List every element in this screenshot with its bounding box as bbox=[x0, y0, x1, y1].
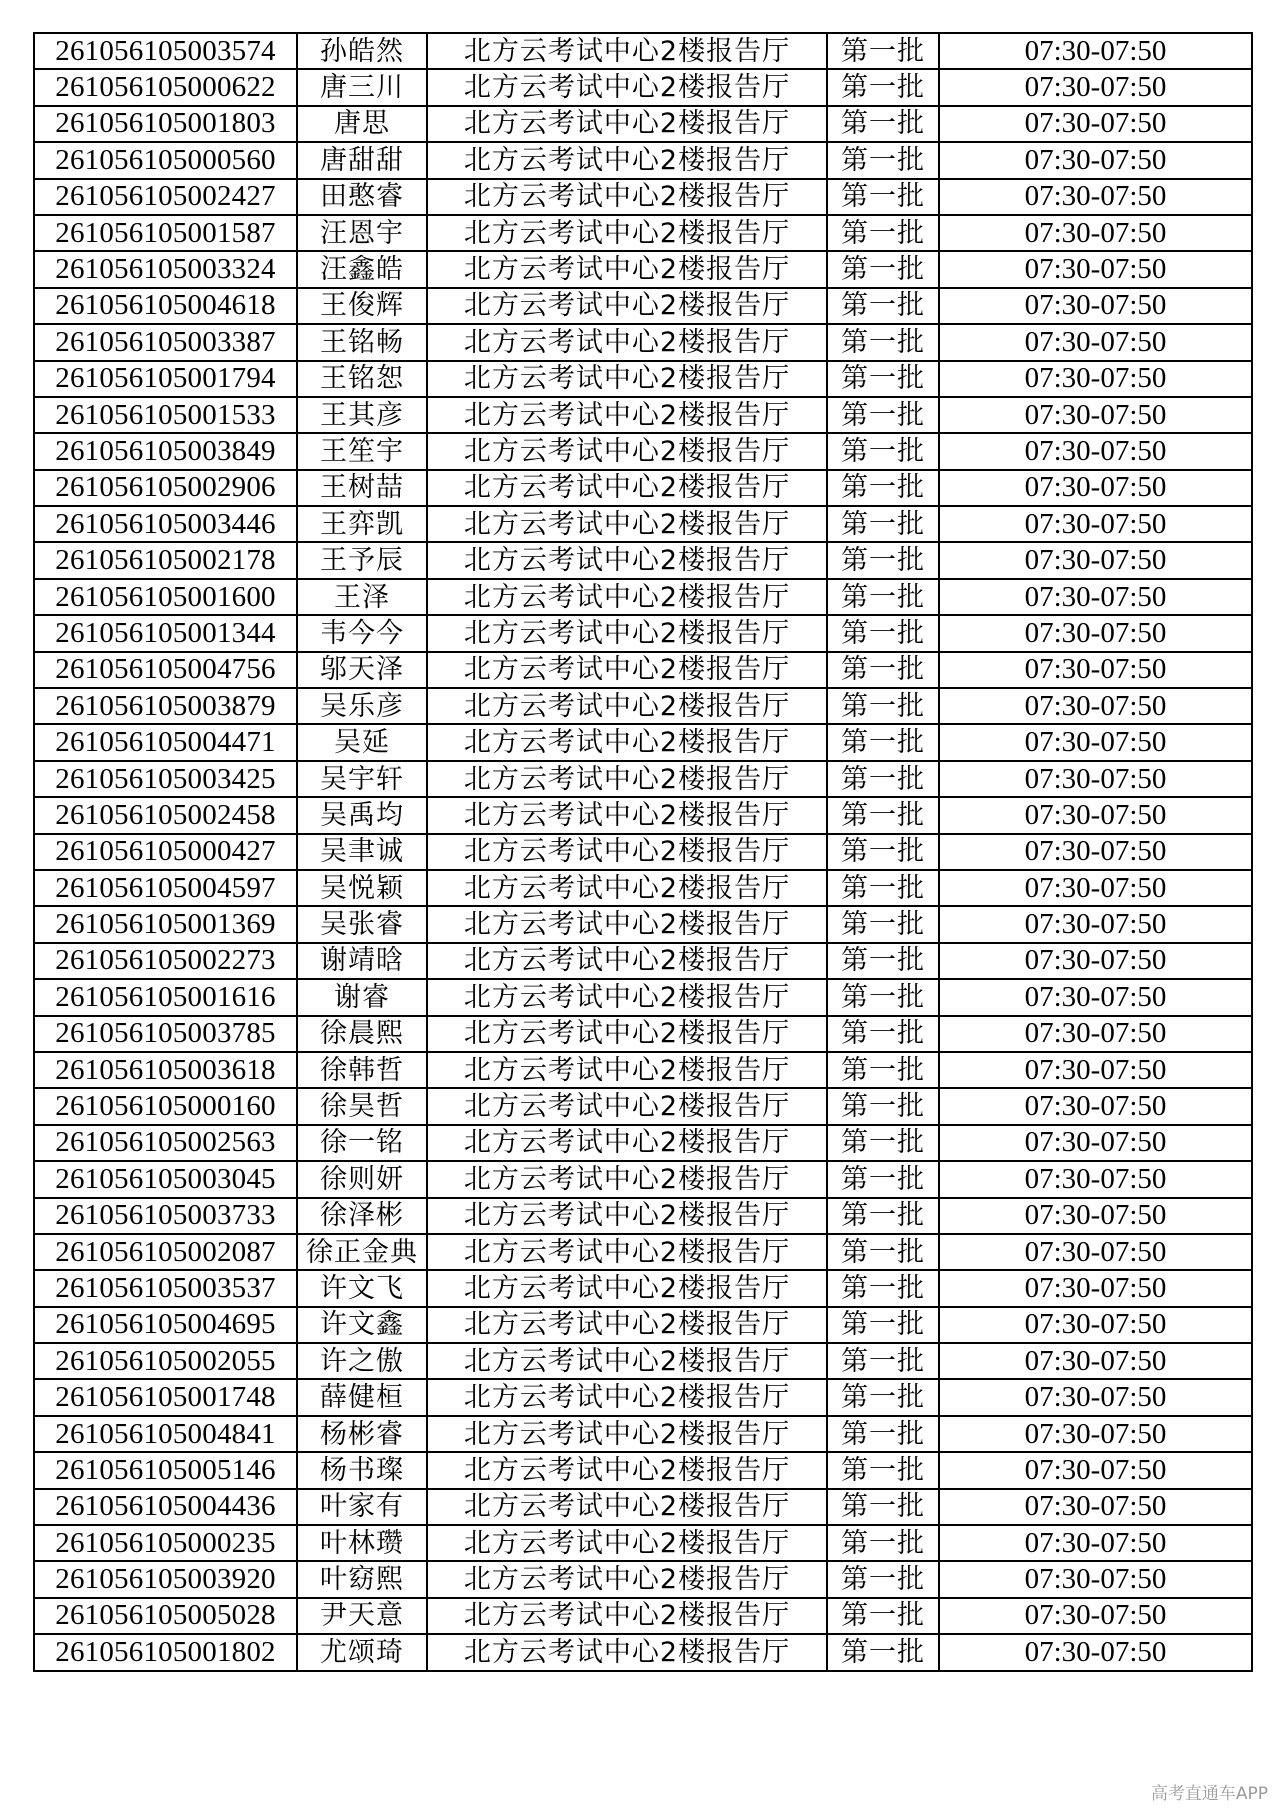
time-slot-cell: 07:30-07:50 bbox=[939, 1452, 1252, 1488]
candidate-name-cell: 徐韩哲 bbox=[297, 1052, 427, 1088]
venue-cell: 北方云考试中心2楼报告厅 bbox=[427, 1307, 827, 1343]
table-row bbox=[34, 251, 1252, 287]
table-row bbox=[34, 1489, 1252, 1525]
candidate-name-cell: 吴乐彦 bbox=[297, 688, 427, 724]
table-row bbox=[34, 724, 1252, 760]
venue-cell: 北方云考试中心2楼报告厅 bbox=[427, 724, 827, 760]
venue-cell: 北方云考试中心2楼报告厅 bbox=[427, 288, 827, 324]
candidate-id-cell: 261056105004695 bbox=[34, 1307, 297, 1343]
batch-cell: 第一批 bbox=[827, 906, 939, 942]
candidate-name-cell: 王笙宇 bbox=[297, 433, 427, 469]
candidate-id-cell: 261056105002563 bbox=[34, 1125, 297, 1161]
table-row bbox=[34, 179, 1252, 215]
table-row bbox=[34, 1379, 1252, 1415]
batch-cell: 第一批 bbox=[827, 1416, 939, 1452]
batch-cell: 第一批 bbox=[827, 1452, 939, 1488]
time-slot-cell: 07:30-07:50 bbox=[939, 1270, 1252, 1306]
candidate-name-cell: 谢睿 bbox=[297, 979, 427, 1015]
batch-cell: 第一批 bbox=[827, 542, 939, 578]
batch-cell: 第一批 bbox=[827, 688, 939, 724]
time-slot-cell: 07:30-07:50 bbox=[939, 1125, 1252, 1161]
time-slot-cell: 07:30-07:50 bbox=[939, 33, 1252, 69]
watermark-text: 高考直通车APP bbox=[1150, 1784, 1268, 1804]
table-row bbox=[34, 1416, 1252, 1452]
batch-cell: 第一批 bbox=[827, 1052, 939, 1088]
batch-cell: 第一批 bbox=[827, 1525, 939, 1561]
table-row bbox=[34, 943, 1252, 979]
candidate-id-cell: 261056105003387 bbox=[34, 324, 297, 360]
time-slot-cell: 07:30-07:50 bbox=[939, 361, 1252, 397]
time-slot-cell: 07:30-07:50 bbox=[939, 1307, 1252, 1343]
table-row bbox=[34, 470, 1252, 506]
batch-cell: 第一批 bbox=[827, 1379, 939, 1415]
candidate-id-cell: 261056105000560 bbox=[34, 142, 297, 178]
batch-cell: 第一批 bbox=[827, 1270, 939, 1306]
candidate-id-cell: 261056105002906 bbox=[34, 470, 297, 506]
venue-cell: 北方云考试中心2楼报告厅 bbox=[427, 1270, 827, 1306]
table-row bbox=[34, 579, 1252, 615]
candidate-name-cell: 王铭恕 bbox=[297, 361, 427, 397]
candidate-id-cell: 261056105001748 bbox=[34, 1379, 297, 1415]
candidate-name-cell: 徐晨熙 bbox=[297, 1016, 427, 1052]
venue-cell: 北方云考试中心2楼报告厅 bbox=[427, 1052, 827, 1088]
time-slot-cell: 07:30-07:50 bbox=[939, 1634, 1252, 1670]
candidate-id-cell: 261056105000235 bbox=[34, 1525, 297, 1561]
candidate-name-cell: 杨书璨 bbox=[297, 1452, 427, 1488]
candidate-id-cell: 261056105002458 bbox=[34, 797, 297, 833]
table-row bbox=[34, 834, 1252, 870]
batch-cell: 第一批 bbox=[827, 106, 939, 142]
candidate-name-cell: 叶林瓒 bbox=[297, 1525, 427, 1561]
candidate-id-cell: 261056105001802 bbox=[34, 1634, 297, 1670]
candidate-id-cell: 261056105004618 bbox=[34, 288, 297, 324]
candidate-id-cell: 261056105004471 bbox=[34, 724, 297, 760]
time-slot-cell: 07:30-07:50 bbox=[939, 870, 1252, 906]
batch-cell: 第一批 bbox=[827, 179, 939, 215]
candidate-id-cell: 261056105003574 bbox=[34, 33, 297, 69]
time-slot-cell: 07:30-07:50 bbox=[939, 688, 1252, 724]
table-row bbox=[34, 615, 1252, 651]
batch-cell: 第一批 bbox=[827, 470, 939, 506]
time-slot-cell: 07:30-07:50 bbox=[939, 979, 1252, 1015]
time-slot-cell: 07:30-07:50 bbox=[939, 906, 1252, 942]
candidate-name-cell: 唐三川 bbox=[297, 69, 427, 105]
table-row bbox=[34, 1452, 1252, 1488]
venue-cell: 北方云考试中心2楼报告厅 bbox=[427, 1561, 827, 1597]
table-row bbox=[34, 1561, 1252, 1597]
venue-cell: 北方云考试中心2楼报告厅 bbox=[427, 615, 827, 651]
candidate-id-cell: 261056105005028 bbox=[34, 1598, 297, 1634]
time-slot-cell: 07:30-07:50 bbox=[939, 251, 1252, 287]
table-row bbox=[34, 1598, 1252, 1634]
candidate-id-cell: 261056105002178 bbox=[34, 542, 297, 578]
candidate-name-cell: 徐一铭 bbox=[297, 1125, 427, 1161]
venue-cell: 北方云考试中心2楼报告厅 bbox=[427, 579, 827, 615]
table-row bbox=[34, 870, 1252, 906]
venue-cell: 北方云考试中心2楼报告厅 bbox=[427, 1489, 827, 1525]
candidate-name-cell: 杨彬睿 bbox=[297, 1416, 427, 1452]
time-slot-cell: 07:30-07:50 bbox=[939, 1598, 1252, 1634]
candidate-id-cell: 261056105001587 bbox=[34, 215, 297, 251]
venue-cell: 北方云考试中心2楼报告厅 bbox=[427, 506, 827, 542]
candidate-name-cell: 吴张睿 bbox=[297, 906, 427, 942]
table-row bbox=[34, 69, 1252, 105]
table-row bbox=[34, 906, 1252, 942]
table-row bbox=[34, 397, 1252, 433]
batch-cell: 第一批 bbox=[827, 1489, 939, 1525]
time-slot-cell: 07:30-07:50 bbox=[939, 433, 1252, 469]
table-row bbox=[34, 1525, 1252, 1561]
venue-cell: 北方云考试中心2楼报告厅 bbox=[427, 1452, 827, 1488]
batch-cell: 第一批 bbox=[827, 1307, 939, 1343]
batch-cell: 第一批 bbox=[827, 397, 939, 433]
candidate-id-cell: 261056105003618 bbox=[34, 1052, 297, 1088]
time-slot-cell: 07:30-07:50 bbox=[939, 1052, 1252, 1088]
candidate-id-cell: 261056105004597 bbox=[34, 870, 297, 906]
table-row bbox=[34, 288, 1252, 324]
table-row bbox=[34, 797, 1252, 833]
candidate-id-cell: 261056105003920 bbox=[34, 1561, 297, 1597]
table-row bbox=[34, 1234, 1252, 1270]
candidate-id-cell: 261056105002087 bbox=[34, 1234, 297, 1270]
batch-cell: 第一批 bbox=[827, 870, 939, 906]
venue-cell: 北方云考试中心2楼报告厅 bbox=[427, 1634, 827, 1670]
candidate-name-cell: 吴聿诚 bbox=[297, 834, 427, 870]
candidate-id-cell: 261056105004841 bbox=[34, 1416, 297, 1452]
candidate-id-cell: 261056105003425 bbox=[34, 761, 297, 797]
time-slot-cell: 07:30-07:50 bbox=[939, 1088, 1252, 1124]
venue-cell: 北方云考试中心2楼报告厅 bbox=[427, 834, 827, 870]
table-row bbox=[34, 652, 1252, 688]
candidate-name-cell: 孙皓然 bbox=[297, 33, 427, 69]
time-slot-cell: 07:30-07:50 bbox=[939, 288, 1252, 324]
batch-cell: 第一批 bbox=[827, 361, 939, 397]
batch-cell: 第一批 bbox=[827, 579, 939, 615]
batch-cell: 第一批 bbox=[827, 615, 939, 651]
candidate-name-cell: 徐正金典 bbox=[297, 1234, 427, 1270]
venue-cell: 北方云考试中心2楼报告厅 bbox=[427, 433, 827, 469]
venue-cell: 北方云考试中心2楼报告厅 bbox=[427, 870, 827, 906]
table-row bbox=[34, 433, 1252, 469]
batch-cell: 第一批 bbox=[827, 1561, 939, 1597]
venue-cell: 北方云考试中心2楼报告厅 bbox=[427, 1125, 827, 1161]
table-row bbox=[34, 761, 1252, 797]
table-row bbox=[34, 1125, 1252, 1161]
candidate-id-cell: 261056105003879 bbox=[34, 688, 297, 724]
time-slot-cell: 07:30-07:50 bbox=[939, 724, 1252, 760]
candidate-name-cell: 叶家有 bbox=[297, 1489, 427, 1525]
batch-cell: 第一批 bbox=[827, 652, 939, 688]
schedule-table bbox=[33, 32, 1253, 1672]
venue-cell: 北方云考试中心2楼报告厅 bbox=[427, 251, 827, 287]
venue-cell: 北方云考试中心2楼报告厅 bbox=[427, 361, 827, 397]
time-slot-cell: 07:30-07:50 bbox=[939, 1198, 1252, 1234]
candidate-name-cell: 唐思 bbox=[297, 106, 427, 142]
candidate-name-cell: 汪恩宇 bbox=[297, 215, 427, 251]
table-row bbox=[34, 1198, 1252, 1234]
table-row bbox=[34, 1088, 1252, 1124]
candidate-name-cell: 徐泽彬 bbox=[297, 1198, 427, 1234]
candidate-name-cell: 王予辰 bbox=[297, 542, 427, 578]
batch-cell: 第一批 bbox=[827, 797, 939, 833]
candidate-name-cell: 王树喆 bbox=[297, 470, 427, 506]
time-slot-cell: 07:30-07:50 bbox=[939, 1489, 1252, 1525]
table-row bbox=[34, 1634, 1252, 1670]
time-slot-cell: 07:30-07:50 bbox=[939, 1561, 1252, 1597]
batch-cell: 第一批 bbox=[827, 324, 939, 360]
time-slot-cell: 07:30-07:50 bbox=[939, 215, 1252, 251]
time-slot-cell: 07:30-07:50 bbox=[939, 470, 1252, 506]
batch-cell: 第一批 bbox=[827, 1234, 939, 1270]
time-slot-cell: 07:30-07:50 bbox=[939, 943, 1252, 979]
batch-cell: 第一批 bbox=[827, 506, 939, 542]
candidate-name-cell: 邬天泽 bbox=[297, 652, 427, 688]
time-slot-cell: 07:30-07:50 bbox=[939, 397, 1252, 433]
batch-cell: 第一批 bbox=[827, 1598, 939, 1634]
candidate-id-cell: 261056105003324 bbox=[34, 251, 297, 287]
table-row bbox=[34, 1270, 1252, 1306]
candidate-name-cell: 吴宇轩 bbox=[297, 761, 427, 797]
table-row bbox=[34, 1161, 1252, 1197]
candidate-id-cell: 261056105001533 bbox=[34, 397, 297, 433]
venue-cell: 北方云考试中心2楼报告厅 bbox=[427, 1234, 827, 1270]
batch-cell: 第一批 bbox=[827, 1161, 939, 1197]
venue-cell: 北方云考试中心2楼报告厅 bbox=[427, 652, 827, 688]
candidate-id-cell: 261056105002273 bbox=[34, 943, 297, 979]
venue-cell: 北方云考试中心2楼报告厅 bbox=[427, 215, 827, 251]
table-row bbox=[34, 1343, 1252, 1379]
time-slot-cell: 07:30-07:50 bbox=[939, 179, 1252, 215]
candidate-name-cell: 叶窈熙 bbox=[297, 1561, 427, 1597]
time-slot-cell: 07:30-07:50 bbox=[939, 1161, 1252, 1197]
batch-cell: 第一批 bbox=[827, 761, 939, 797]
batch-cell: 第一批 bbox=[827, 1198, 939, 1234]
venue-cell: 北方云考试中心2楼报告厅 bbox=[427, 1416, 827, 1452]
candidate-id-cell: 261056105004436 bbox=[34, 1489, 297, 1525]
time-slot-cell: 07:30-07:50 bbox=[939, 1343, 1252, 1379]
venue-cell: 北方云考试中心2楼报告厅 bbox=[427, 1016, 827, 1052]
table-row bbox=[34, 1307, 1252, 1343]
time-slot-cell: 07:30-07:50 bbox=[939, 1379, 1252, 1415]
batch-cell: 第一批 bbox=[827, 1125, 939, 1161]
batch-cell: 第一批 bbox=[827, 979, 939, 1015]
candidate-id-cell: 261056105004756 bbox=[34, 652, 297, 688]
candidate-id-cell: 261056105000622 bbox=[34, 69, 297, 105]
venue-cell: 北方云考试中心2楼报告厅 bbox=[427, 142, 827, 178]
table-row bbox=[34, 361, 1252, 397]
time-slot-cell: 07:30-07:50 bbox=[939, 1416, 1252, 1452]
candidate-name-cell: 韦今今 bbox=[297, 615, 427, 651]
venue-cell: 北方云考试中心2楼报告厅 bbox=[427, 1598, 827, 1634]
batch-cell: 第一批 bbox=[827, 69, 939, 105]
venue-cell: 北方云考试中心2楼报告厅 bbox=[427, 943, 827, 979]
candidate-name-cell: 许文飞 bbox=[297, 1270, 427, 1306]
candidate-id-cell: 261056105003045 bbox=[34, 1161, 297, 1197]
candidate-name-cell: 谢靖晗 bbox=[297, 943, 427, 979]
venue-cell: 北方云考试中心2楼报告厅 bbox=[427, 1088, 827, 1124]
time-slot-cell: 07:30-07:50 bbox=[939, 761, 1252, 797]
time-slot-cell: 07:30-07:50 bbox=[939, 1234, 1252, 1270]
candidate-id-cell: 261056105003785 bbox=[34, 1016, 297, 1052]
time-slot-cell: 07:30-07:50 bbox=[939, 615, 1252, 651]
table-row bbox=[34, 106, 1252, 142]
venue-cell: 北方云考试中心2楼报告厅 bbox=[427, 1525, 827, 1561]
venue-cell: 北方云考试中心2楼报告厅 bbox=[427, 69, 827, 105]
candidate-name-cell: 唐甜甜 bbox=[297, 142, 427, 178]
batch-cell: 第一批 bbox=[827, 1088, 939, 1124]
candidate-id-cell: 261056105002055 bbox=[34, 1343, 297, 1379]
table-row bbox=[34, 324, 1252, 360]
candidate-name-cell: 王弈凯 bbox=[297, 506, 427, 542]
table-row bbox=[34, 1016, 1252, 1052]
candidate-id-cell: 261056105003733 bbox=[34, 1198, 297, 1234]
time-slot-cell: 07:30-07:50 bbox=[939, 652, 1252, 688]
venue-cell: 北方云考试中心2楼报告厅 bbox=[427, 324, 827, 360]
table-row bbox=[34, 688, 1252, 724]
venue-cell: 北方云考试中心2楼报告厅 bbox=[427, 761, 827, 797]
venue-cell: 北方云考试中心2楼报告厅 bbox=[427, 979, 827, 1015]
candidate-id-cell: 261056105005146 bbox=[34, 1452, 297, 1488]
candidate-name-cell: 王俊辉 bbox=[297, 288, 427, 324]
table-row bbox=[34, 142, 1252, 178]
time-slot-cell: 07:30-07:50 bbox=[939, 142, 1252, 178]
candidate-name-cell: 尹天意 bbox=[297, 1598, 427, 1634]
batch-cell: 第一批 bbox=[827, 1016, 939, 1052]
time-slot-cell: 07:30-07:50 bbox=[939, 579, 1252, 615]
candidate-id-cell: 261056105001616 bbox=[34, 979, 297, 1015]
candidate-name-cell: 吴悦颖 bbox=[297, 870, 427, 906]
venue-cell: 北方云考试中心2楼报告厅 bbox=[427, 179, 827, 215]
table-row bbox=[34, 215, 1252, 251]
batch-cell: 第一批 bbox=[827, 251, 939, 287]
batch-cell: 第一批 bbox=[827, 834, 939, 870]
time-slot-cell: 07:30-07:50 bbox=[939, 1525, 1252, 1561]
time-slot-cell: 07:30-07:50 bbox=[939, 834, 1252, 870]
candidate-name-cell: 尤颂琦 bbox=[297, 1634, 427, 1670]
batch-cell: 第一批 bbox=[827, 288, 939, 324]
candidate-name-cell: 徐则妍 bbox=[297, 1161, 427, 1197]
time-slot-cell: 07:30-07:50 bbox=[939, 797, 1252, 833]
candidate-name-cell: 王其彦 bbox=[297, 397, 427, 433]
table-row bbox=[34, 542, 1252, 578]
candidate-name-cell: 王泽 bbox=[297, 579, 427, 615]
candidate-name-cell: 王铭畅 bbox=[297, 324, 427, 360]
venue-cell: 北方云考试中心2楼报告厅 bbox=[427, 470, 827, 506]
venue-cell: 北方云考试中心2楼报告厅 bbox=[427, 106, 827, 142]
venue-cell: 北方云考试中心2楼报告厅 bbox=[427, 797, 827, 833]
venue-cell: 北方云考试中心2楼报告厅 bbox=[427, 397, 827, 433]
candidate-id-cell: 261056105000427 bbox=[34, 834, 297, 870]
candidate-id-cell: 261056105003849 bbox=[34, 433, 297, 469]
candidate-name-cell: 吴延 bbox=[297, 724, 427, 760]
candidate-id-cell: 261056105002427 bbox=[34, 179, 297, 215]
venue-cell: 北方云考试中心2楼报告厅 bbox=[427, 1379, 827, 1415]
candidate-id-cell: 261056105003537 bbox=[34, 1270, 297, 1306]
candidate-name-cell: 吴禹均 bbox=[297, 797, 427, 833]
batch-cell: 第一批 bbox=[827, 433, 939, 469]
venue-cell: 北方云考试中心2楼报告厅 bbox=[427, 33, 827, 69]
table-row bbox=[34, 1052, 1252, 1088]
time-slot-cell: 07:30-07:50 bbox=[939, 542, 1252, 578]
candidate-id-cell: 261056105001369 bbox=[34, 906, 297, 942]
table-row bbox=[34, 33, 1252, 69]
time-slot-cell: 07:30-07:50 bbox=[939, 506, 1252, 542]
time-slot-cell: 07:30-07:50 bbox=[939, 1016, 1252, 1052]
candidate-name-cell: 许之傲 bbox=[297, 1343, 427, 1379]
table-row bbox=[34, 979, 1252, 1015]
venue-cell: 北方云考试中心2楼报告厅 bbox=[427, 542, 827, 578]
venue-cell: 北方云考试中心2楼报告厅 bbox=[427, 1198, 827, 1234]
table-row bbox=[34, 506, 1252, 542]
batch-cell: 第一批 bbox=[827, 33, 939, 69]
venue-cell: 北方云考试中心2楼报告厅 bbox=[427, 1343, 827, 1379]
batch-cell: 第一批 bbox=[827, 943, 939, 979]
time-slot-cell: 07:30-07:50 bbox=[939, 106, 1252, 142]
batch-cell: 第一批 bbox=[827, 724, 939, 760]
candidate-id-cell: 261056105001344 bbox=[34, 615, 297, 651]
candidate-id-cell: 261056105000160 bbox=[34, 1088, 297, 1124]
candidate-id-cell: 261056105003446 bbox=[34, 506, 297, 542]
venue-cell: 北方云考试中心2楼报告厅 bbox=[427, 906, 827, 942]
candidate-name-cell: 汪鑫皓 bbox=[297, 251, 427, 287]
batch-cell: 第一批 bbox=[827, 215, 939, 251]
venue-cell: 北方云考试中心2楼报告厅 bbox=[427, 688, 827, 724]
batch-cell: 第一批 bbox=[827, 1634, 939, 1670]
candidate-id-cell: 261056105001600 bbox=[34, 579, 297, 615]
time-slot-cell: 07:30-07:50 bbox=[939, 69, 1252, 105]
time-slot-cell: 07:30-07:50 bbox=[939, 324, 1252, 360]
batch-cell: 第一批 bbox=[827, 142, 939, 178]
candidate-name-cell: 徐昊哲 bbox=[297, 1088, 427, 1124]
batch-cell: 第一批 bbox=[827, 1343, 939, 1379]
candidate-name-cell: 薛健桓 bbox=[297, 1379, 427, 1415]
candidate-id-cell: 261056105001803 bbox=[34, 106, 297, 142]
candidate-id-cell: 261056105001794 bbox=[34, 361, 297, 397]
table-body bbox=[34, 33, 1252, 1671]
candidate-name-cell: 田憨睿 bbox=[297, 179, 427, 215]
candidate-name-cell: 许文鑫 bbox=[297, 1307, 427, 1343]
venue-cell: 北方云考试中心2楼报告厅 bbox=[427, 1161, 827, 1197]
